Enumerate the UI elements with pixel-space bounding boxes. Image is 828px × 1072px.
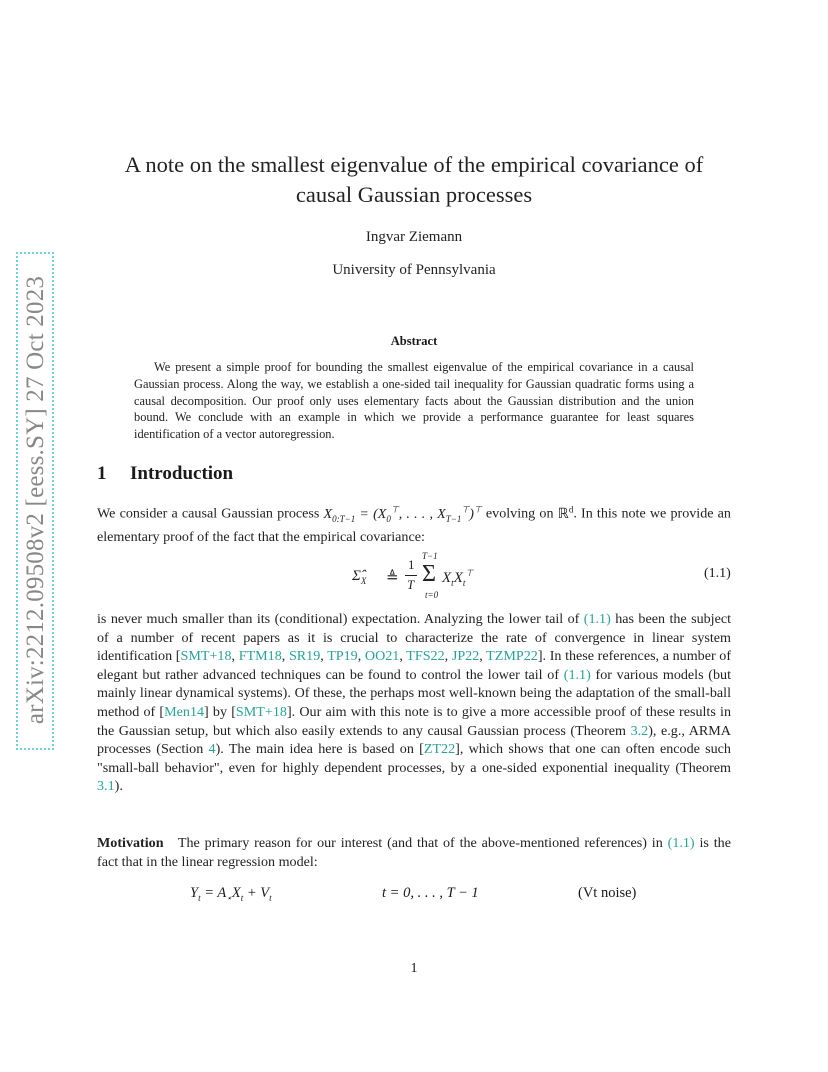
- citation-link[interactable]: (1.1): [563, 666, 591, 683]
- motivation-text-a: The primary reason for our interest (and that of the above-mentioned references) in: [177, 835, 668, 851]
- intro-text-b: evolving on: [481, 505, 558, 522]
- citation-link[interactable]: SMT+18: [180, 648, 232, 665]
- intro-text-a: We consider a causal Gaussian process: [97, 505, 324, 522]
- paragraph-text: ,: [357, 648, 365, 665]
- citation-link[interactable]: SMT+18: [235, 703, 287, 720]
- paragraph-text: ). The main idea here is based on [: [215, 741, 424, 758]
- citation-link[interactable]: Men14: [164, 703, 205, 720]
- citation-link[interactable]: 4: [208, 741, 216, 758]
- paragraph-text: ]. Our aim with this note is to give a more accessible proof of these results in the Gaussian setup, but which also easily extends to any causal Gaussian process (Theorem: [97, 703, 731, 739]
- paragraph-text: ,: [281, 648, 289, 665]
- paragraph-text: ,: [231, 648, 239, 665]
- citation-link[interactable]: OO21: [364, 648, 400, 665]
- motivation-paragraph: [97, 834, 731, 871]
- citation-link[interactable]: ZT22: [423, 741, 456, 758]
- paragraph-text: ,: [320, 648, 328, 665]
- paragraph-text: is never much smaller than its (conditional) expectation. Analyzing the lower tail of: [97, 611, 584, 627]
- citation-link[interactable]: TZMP22: [486, 648, 538, 665]
- real-space-symbol: ℝ$^d$: [557, 504, 574, 522]
- abstract-heading: Abstract: [390, 334, 438, 348]
- equation-number: (1.1): [704, 566, 731, 581]
- paragraph-text: ,: [479, 648, 487, 665]
- regression-model-equation: $Y_t = A_⋆X_t + V_t$: [190, 885, 272, 903]
- author-affiliation: University of Pennsylvania: [332, 262, 496, 278]
- intro-paragraph-2: [97, 610, 731, 796]
- paragraph-text: ] by [: [204, 703, 236, 720]
- abstract-text: We present a simple proof for bounding the smallest eigenvalue of the empirical covariance in a causal Gaussian process. Along the way, we establish a one-sided tail inequality for Gaussian quadratic forms using a causal decomposition. Our proof only uses elementary facts about the Gaussian distribution and the union bound. We conclude with an example in which we provide a performance guarantee for least squares identification of a vector autoregression.: [134, 360, 694, 442]
- model-index-range: t = 0, . . . , T − 1: [382, 885, 479, 901]
- citation-link[interactable]: FTM18: [238, 648, 282, 665]
- equation-reference-link[interactable]: (1.1): [667, 835, 695, 851]
- model-noise-note: (Vt noise): [578, 885, 637, 901]
- paragraph-text: ), e.g., ARMA processes (Section: [97, 722, 731, 758]
- citation-link[interactable]: TP19: [327, 648, 358, 665]
- paper-page: arXiv:2212.09508v2 [eess.SY] 27 Oct 2023 A note on the smallest eigenvalue of the empirical covariance of causal Gaussian processes Ingvar Ziemann University of Pennsylvania Abstract We present a simple proof for bounding the smallest eigenvalue of the empirical covariance in a causal Gaussian process. Along the way, we establish a one-sided tail inequality for Gaussian quadratic forms using a causal decomposition. Our proof only uses elementary facts about the Gaussian distribution and the union bound. We conclude with an example in which we provide a performance guarantee for least squares identification of a vector autoregression. 1 Introduction We consider a causal Gaussian process $X_{0:T-1} = (X_0^⊤$, . . . , $X_{T-1}^⊤)^⊤$ evolving on ℝ$^d$. In this note we provide an elementary proof of the fact that the empirical covariance: $\Sigmâ_X$ ≜ 1 T T−1 Σ t=0 $X_tX_t^⊤$ (1.1) is never much smaller than its (conditional) expectation. Analyzing the lower tail of (1.1) has been the subject of a number of recent papers as it is crucial to characterize the rate of convergence in linear system identification [SMT+18, FTM18, SR19, TP19, OO21, TFS22, JP22, TZMP22]. In these references, a number of elegant but rather advanced techniques can be found to control the lower tail of (1.1) for various models (but mainly linear dynamical systems). Of these, the perhaps most well-known being the adaptation of the small-ball method of [Men14] by [SMT+18]. Our aim with this note is to give a more accessible proof of these results in the Gaussian setup, but which also easily extends to any causal Gaussian process (Theorem 3.2), e.g., ARMA processes (Section 4). The main idea here is based on [ZT22], which shows that one can often encode such "small-ball behavior", even for highly dependent processes, by a one-sided exponential inequality (Theorem 3.1). Motivation The primary reason for our interest (and that of the above-mentioned references) in (1.1) is the fact that in the linear regression model: $Y_t = A_⋆X_t + V_t$ t = 0, . . . , T − 1 (Vt noise) 1: [0, 0, 828, 1072]
- section-title: Introduction: [130, 463, 234, 484]
- paragraph-text: ).: [114, 778, 123, 795]
- paragraph-text: ]. In these references, a number of elegant but rather advanced techniques can be found to control the lower tail of: [97, 648, 732, 683]
- paragraph-text: ,: [444, 648, 452, 665]
- motivation-text-b: is the fact that in the linear regression model:: [97, 835, 731, 870]
- paragraph-text: for various models (but mainly linear dynamical systems). Of these, the perhaps most well-known being the adaptation of the small-ball method of [: [97, 666, 731, 720]
- paragraph-text: ,: [399, 648, 407, 665]
- paragraph-text: has been the subject of a number of recent papers as it is crucial to characterize the rate of convergence in linear system identification [: [97, 611, 732, 665]
- section-number: 1: [97, 463, 107, 484]
- citation-link[interactable]: (1.1): [583, 611, 611, 627]
- citation-link[interactable]: JP22: [451, 648, 480, 665]
- page-number: 1: [410, 961, 418, 976]
- citation-link[interactable]: 3.1: [97, 778, 115, 795]
- citation-link[interactable]: TFS22: [406, 648, 445, 665]
- intro-text-c: . In this note we provide an elementary proof of the fact that the empirical covariance:: [97, 505, 731, 546]
- paper-title: A note on the smallest eigenvalue of the empirical covariance of causal Gaussian processes: [124, 152, 704, 207]
- paragraph-text: ], which shows that one can often encode such "small-ball behavior", even for highly dependent processes, by a one-sided exponential inequality (Theorem: [97, 741, 731, 776]
- motivation-heading: Motivation: [97, 835, 164, 851]
- citation-link[interactable]: SR19: [288, 648, 321, 665]
- author-name: Ingvar Ziemann: [365, 229, 463, 245]
- intro-paragraph-1: [97, 500, 731, 547]
- process-formula: $X_{0:T-1} = (X_0^⊤$, . . . , $X_{T-1}^⊤)^⊤$: [323, 504, 482, 524]
- section-heading: [97, 463, 233, 485]
- arxiv-identifier[interactable]: arXiv:2212.09508v2 [eess.SY] 27 Oct 2023: [22, 275, 49, 725]
- citation-link[interactable]: 3.2: [630, 722, 649, 739]
